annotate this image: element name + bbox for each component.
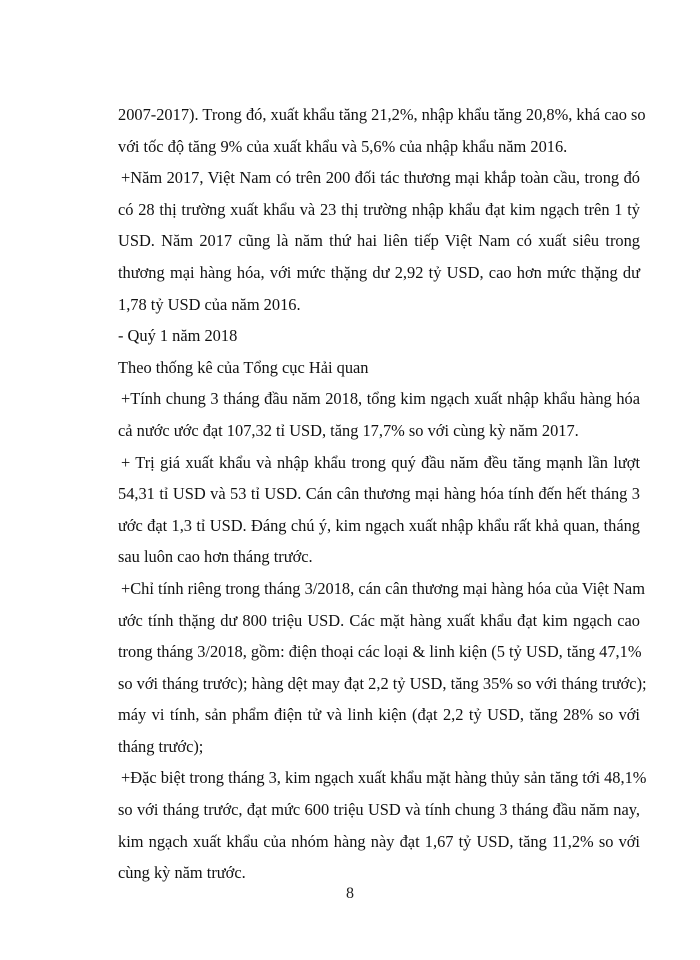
text-line: + Trị giá xuất khẩu và nhập khẩu trong quý đầu năm đều tăng mạnh lần lượt bbox=[121, 452, 640, 472]
text-line: +Năm 2017, Việt Nam có trên 200 đối tác thương mại khắp toàn cầu, trong đó bbox=[121, 168, 640, 188]
text-line: thương mại hàng hóa, với mức thặng dư 2,92 tỷ USD, cao hơn mức thặng dư bbox=[118, 262, 640, 282]
text-line: +Tính chung 3 tháng đầu năm 2018, tổng kim ngạch xuất nhập khẩu hàng hóa bbox=[121, 389, 640, 409]
text-line: kim ngạch xuất khẩu của nhóm hàng này đạt 1,67 tỷ USD, tăng 11,2% so với bbox=[118, 831, 640, 851]
text-line: +Đặc biệt trong tháng 3, kim ngạch xuất khẩu mặt hàng thủy sản tăng tới 48,1% bbox=[121, 768, 647, 788]
text-line: máy vi tính, sản phẩm điện tử và linh kiện (đạt 2,2 tỷ USD, tăng 28% so với bbox=[118, 705, 640, 725]
paragraph-q1-total-trade bbox=[118, 383, 640, 446]
text-line: tháng trước); bbox=[118, 736, 204, 756]
text-line: +Chỉ tính riêng trong tháng 3/2018, cán cân thương mại hàng hóa của Việt Nam bbox=[121, 578, 645, 598]
paragraph-march-2018-balance bbox=[118, 573, 647, 763]
text-line: Theo thống kê của Tổng cục Hải quan bbox=[118, 357, 369, 377]
text-line: 1,78 tỷ USD của năm 2016. bbox=[118, 294, 301, 314]
text-line: ước đạt 1,3 tỉ USD. Đáng chú ý, kim ngạch xuất nhập khẩu rất khả quan, tháng bbox=[118, 515, 640, 535]
text-line: sau luôn cao hơn tháng trước. bbox=[118, 547, 313, 567]
paragraph-trade-growth bbox=[118, 99, 646, 162]
text-line: có 28 thị trường xuất khẩu và 23 thị trường nhập khẩu đạt kim ngạch trên 1 tỷ bbox=[118, 199, 640, 219]
paragraph-export-import-values bbox=[118, 447, 640, 573]
source-line-customs bbox=[118, 352, 640, 384]
text-line: 54,31 tỉ USD và 53 tỉ USD. Cán cân thương mại hàng hóa tính đến hết tháng 3 bbox=[118, 484, 640, 504]
page-number: 8 bbox=[346, 885, 354, 902]
text-line: cả nước ước đạt 107,32 tỉ USD, tăng 17,7% so với cùng kỳ năm 2017. bbox=[118, 420, 579, 440]
text-line: 2007-2017). Trong đó, xuất khẩu tăng 21,2%, nhập khẩu tăng 20,8%, khá cao so bbox=[118, 105, 646, 124]
text-line: với tốc độ tăng 9% của xuất khẩu và 5,6% của nhập khẩu năm 2016. bbox=[118, 136, 568, 156]
paragraph-trade-partners-2017 bbox=[118, 162, 640, 320]
text-line: USD. Năm 2017 cũng là năm thứ hai liên tiếp Việt Nam có xuất siêu trong bbox=[118, 231, 640, 251]
document-body bbox=[118, 99, 647, 889]
text-line: cùng kỳ năm trước. bbox=[118, 863, 246, 883]
text-line: - Quý 1 năm 2018 bbox=[118, 326, 238, 346]
text-line: ước tính thặng dư 800 triệu USD. Các mặt hàng xuất khẩu đạt kim ngạch cao bbox=[118, 610, 640, 630]
section-heading-q1-2018 bbox=[118, 320, 640, 352]
paragraph-seafood-exports bbox=[118, 762, 647, 888]
text-line: so với tháng trước, đạt mức 600 triệu USD và tính chung 3 tháng đầu năm nay, bbox=[118, 800, 640, 820]
text-line: so với tháng trước); hàng dệt may đạt 2,2 tỷ USD, tăng 35% so với tháng trước); bbox=[118, 673, 647, 693]
text-line: trong tháng 3/2018, gồm: điện thoại các loại & linh kiện (5 tỷ USD, tăng 47,1% bbox=[118, 642, 642, 662]
